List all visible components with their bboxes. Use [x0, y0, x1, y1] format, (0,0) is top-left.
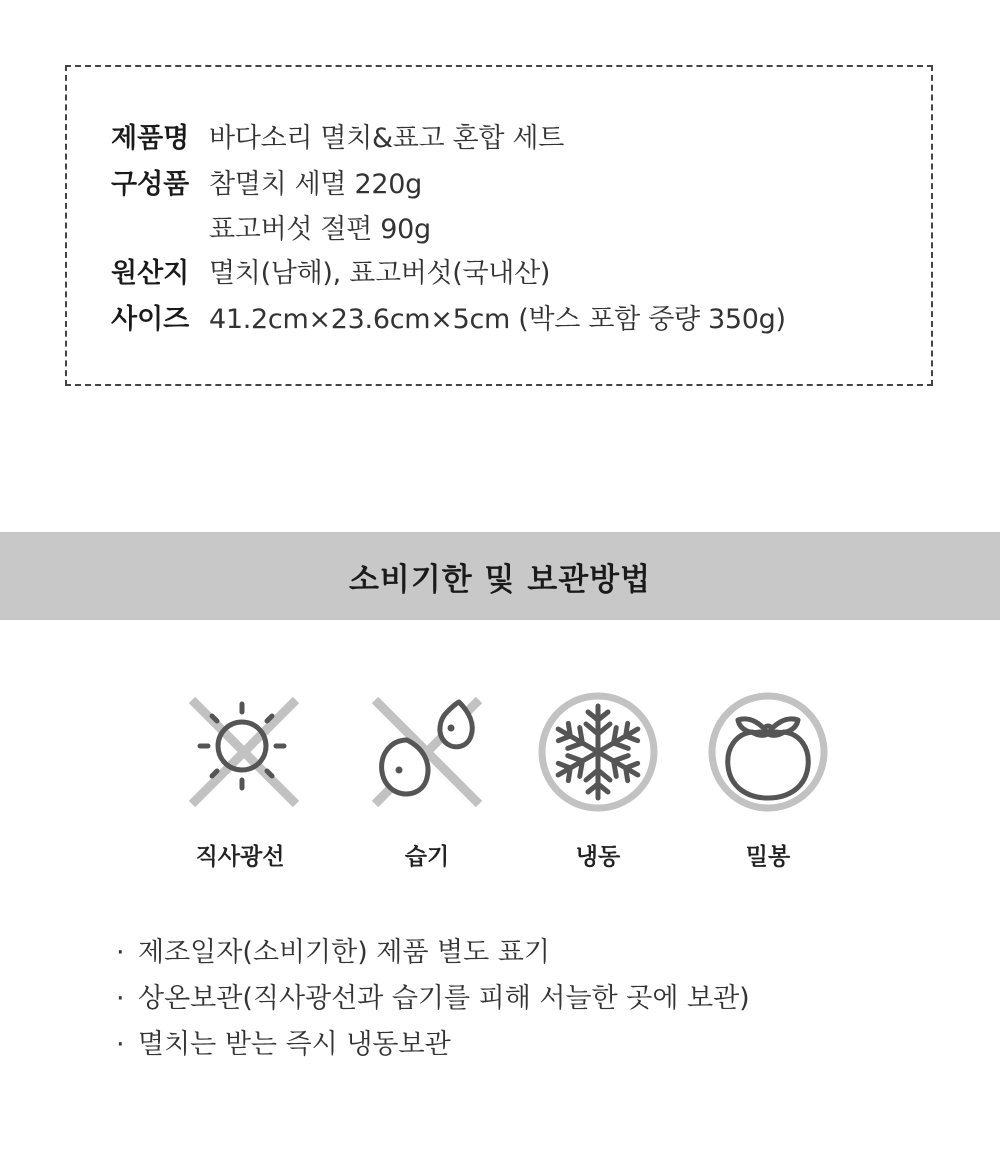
- note-text: 상온보관(직사광선과 습기를 피해 서늘한 곳에 보관): [138, 983, 750, 1014]
- info-value: 바다소리 멸치&표고 혼합 세트: [209, 123, 564, 154]
- info-label: 사이즈: [111, 304, 190, 335]
- info-row-size: [111, 300, 786, 340]
- note-text: 제조일자(소비기한) 제품 별도 표기: [138, 937, 550, 968]
- bullet: ·: [116, 1029, 125, 1060]
- storage-notes: [116, 930, 750, 1068]
- info-row-origin: [111, 254, 550, 294]
- info-value: 멸치(남해), 표고버섯(국내산): [209, 258, 551, 289]
- snowflake-icon: [536, 690, 660, 814]
- list-item: [116, 1022, 750, 1068]
- sealed-pouch-icon: [706, 690, 830, 814]
- bullet: ·: [116, 937, 125, 968]
- icon-label-sunlight: 직사광선: [195, 844, 285, 870]
- note-text: 멸치는 받는 즉시 냉동보관: [138, 1029, 451, 1060]
- info-row-components: [111, 165, 422, 205]
- no-moisture-icon: [365, 690, 489, 814]
- no-sunlight-icon: [178, 690, 302, 814]
- info-label: 구성품: [111, 169, 190, 200]
- info-label: 제품명: [111, 123, 190, 154]
- info-label: 원산지: [111, 258, 190, 289]
- icon-label-seal: 밀봉: [745, 844, 791, 870]
- info-value: 41.2cm×23.6cm×5cm (박스 포함 중량 350g): [209, 304, 786, 335]
- section-title: 소비기한 및 보관방법: [348, 561, 652, 598]
- storage-section-header: [0, 532, 1000, 620]
- list-item: [116, 976, 750, 1022]
- icon-label-moisture: 습기: [404, 844, 450, 870]
- info-row-product-name: [111, 119, 564, 159]
- list-item: [116, 930, 750, 976]
- info-row-components-2: [111, 210, 431, 250]
- icon-label-freeze: 냉동: [575, 844, 621, 870]
- product-info-box: [65, 65, 933, 386]
- bullet: ·: [116, 983, 125, 1014]
- info-value: 참멸치 세멸 220g: [209, 169, 422, 200]
- info-value: 표고버섯 절편 90g: [209, 214, 431, 245]
